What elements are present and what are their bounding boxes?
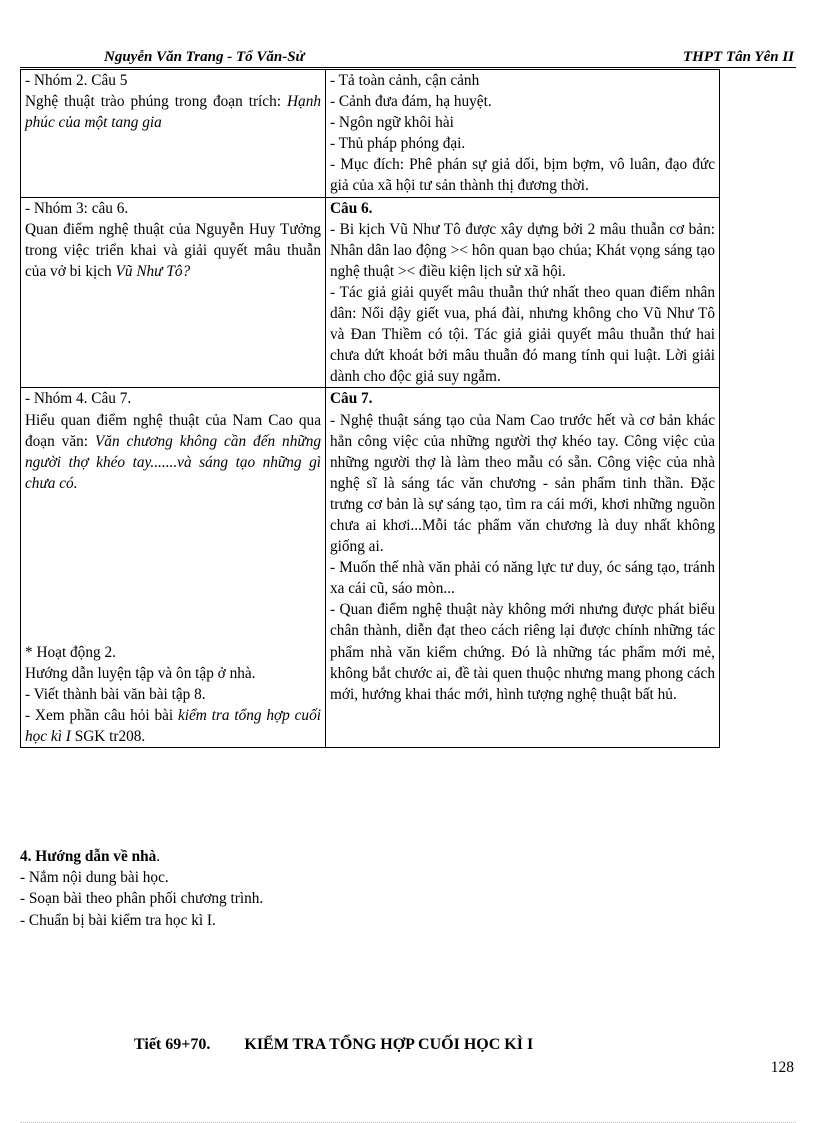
- group-label: - Nhóm 2. Câu 5: [25, 72, 128, 89]
- question-text: Nghệ thuật trào phúng trong đoạn trích: Hạnh phúc của một tang gia: [25, 93, 321, 132]
- header-author: Nguyễn Văn Trang - Tổ Văn-Sử: [104, 49, 305, 65]
- question-cell: [21, 70, 326, 198]
- answer-line: - Quan điểm nghệ thuật này không mới nhưng được phát biểu chân thành, diễn đạt theo cách riêng lại được chính những tác phẩm nhà văn kiểm chứng. Đó là những tác phẩm mới mẻ, không bắt chước ai, đề tài quen thuộc nhưng mang phong cách mới, hướng khai thác mới, hình tượng nghệ thuật bất hủ.: [330, 601, 715, 703]
- answer-line: - Mục đích: Phê phán sự giả dối, bịm bợm, vô luân, đạo đức giả của xã hội tư sản thành thị đương thời.: [330, 156, 715, 195]
- group-label: - Nhóm 3: câu 6.: [25, 199, 129, 217]
- next-lesson-title: [134, 1036, 533, 1054]
- page-number: 128: [770, 1059, 794, 1076]
- question-cell: [21, 197, 326, 388]
- answer-line: - Cảnh đưa đám, hạ huyệt.: [330, 93, 492, 111]
- header-school: THPT Tân Yên II: [683, 49, 794, 65]
- group-label: - Nhóm 4. Câu 7.: [25, 390, 132, 408]
- table-row: [21, 70, 720, 198]
- activity-line: - Viết thành bài văn bài tập 8.: [25, 686, 206, 704]
- activity-line: - Xem phần câu hỏi bài kiểm tra tổng hợp cuối học kì I SGK tr208.: [25, 707, 321, 746]
- activity-label: * Hoạt động 2.: [25, 643, 116, 661]
- answer-cell: [326, 197, 720, 388]
- lesson-table: [20, 69, 720, 748]
- answer-line: - Tác giả giải quyết mâu thuẫn thứ nhất theo quan điểm nhân dân: Nổi dậy giết vua, phá đài, nhưng không cho Vũ Như Tô và Đan Thiềm có tội. Tác giả giải quyết mâu thuẫn thứ hai chưa dứt khoát bởi mâu thuẫn đó mang tính qui luật. Lời giải dành cho độc giả suy ngẫm.: [330, 283, 715, 386]
- table-row: [21, 388, 720, 748]
- lesson-name: KIỂM TRA TỔNG HỢP CUỐI HỌC KÌ I: [244, 1036, 534, 1053]
- question-cell: [21, 388, 326, 748]
- spacer: [25, 494, 321, 642]
- answer-line: - Bi kịch Vũ Như Tô được xây dựng bởi 2 mâu thuẫn cơ bản: Nhân dân lao động >< hôn quan bạo chúa; Khát vọng sáng tạo nghệ thuật >< điều kiện lịch sử xã hội.: [330, 220, 715, 280]
- lesson-period: Tiết 69+70.: [134, 1036, 211, 1053]
- answer-cell: [326, 388, 720, 748]
- answer-line: - Thủ pháp phóng đại.: [330, 135, 466, 153]
- homework-item: - Nắm nội dung bài học.: [20, 869, 169, 887]
- header-rule: [20, 67, 796, 68]
- answer-line: - Ngôn ngữ khôi hài: [330, 114, 454, 132]
- activity-line: Hướng dẫn luyện tập và ôn tập ở nhà.: [25, 664, 256, 682]
- question-text: Hiểu quan điểm nghệ thuật của Nam Cao qua đoạn văn: Văn chương không cần đến những người thợ khéo tay.......và sáng tạo những gì chưa có.: [25, 411, 321, 492]
- homework-item: - Chuẩn bị bài kiểm tra học kì I.: [20, 911, 216, 929]
- answer-heading: Câu 6.: [330, 199, 373, 217]
- homework-title: 4. Hướng dẫn về nhà.: [20, 848, 161, 865]
- answer-cell: [326, 70, 720, 198]
- table-row: [21, 197, 720, 388]
- homework-item: - Soạn bài theo phân phối chương trình.: [20, 890, 264, 908]
- answer-line: - Tả toàn cảnh, cận cảnh: [330, 72, 480, 89]
- answer-heading: Câu 7.: [330, 390, 373, 408]
- answer-line: - Nghệ thuật sáng tạo của Nam Cao trước hết và cơ bản khác hẳn công việc của những người thợ khéo tay. Công việc của những người thợ là làm theo mẫu có sẵn. Công việc của nhà nghệ sĩ là sáng tác văn chương - sản phẩm tinh thần. Đặc trưng cơ bản là sự sáng tạo, tìm ra cái mới, khơi những nguồn chưa ai khơi...Mỗi tác phẩm văn chương là duy nhất không giống ai.: [330, 411, 715, 556]
- homework-section: [20, 846, 263, 931]
- answer-line: - Muốn thế nhà văn phải có năng lực tư duy, óc sáng tạo, tránh xa cái cũ, sáo mòn...: [330, 559, 715, 598]
- question-text: Quan điểm nghệ thuật của Nguyễn Huy Tưởng trong việc triển khai và giải quyết mâu thuẫn của vở bi kịch Vũ Như Tô?: [25, 220, 321, 280]
